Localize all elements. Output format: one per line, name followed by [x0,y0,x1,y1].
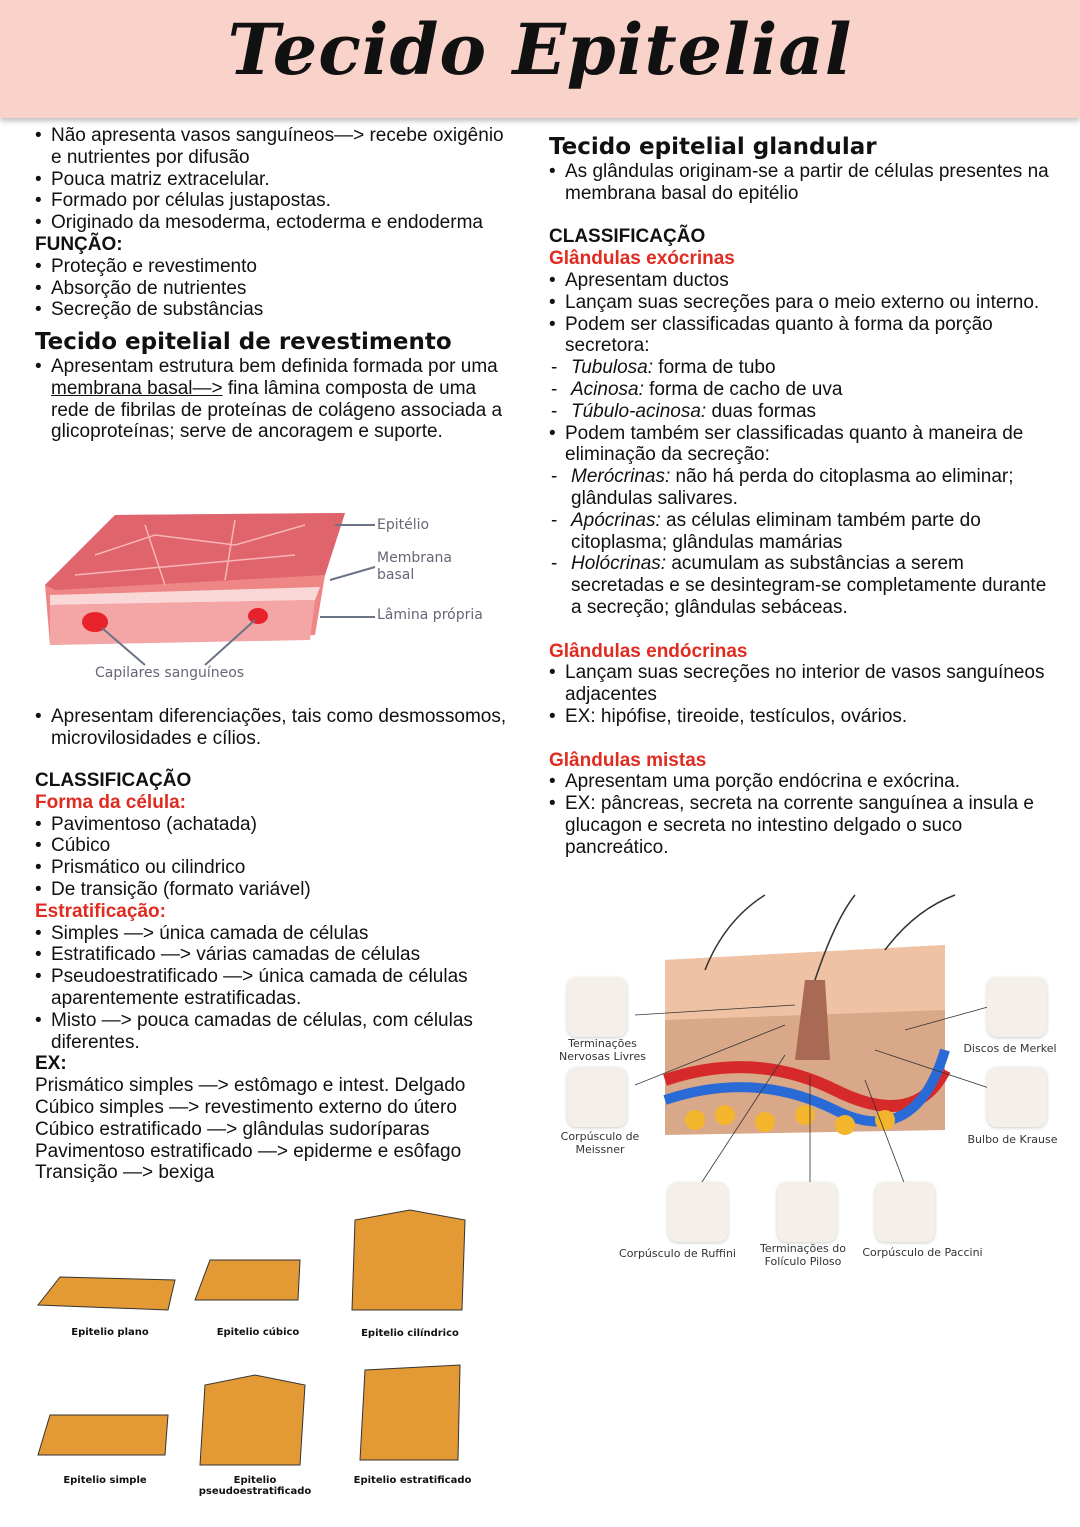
list-item: • Estratificado —> várias camadas de células [35,944,515,966]
list-item: • Formado por células justapostas. [35,190,515,212]
classificacao-section [35,770,515,1184]
epithelium-diagram [35,495,505,690]
label-krause: Bulbo de Krause [967,1133,1058,1146]
label-epitelio-cubico: Epitelio cúbico [216,1327,300,1338]
list-item [549,357,1054,379]
diferenciacoes [35,706,515,750]
label-ruffini: Corpúsculo de Ruffini [619,1247,736,1260]
subheading: Forma da célula: [35,791,186,813]
krause-bulb-icon [987,1067,1047,1127]
subheading: Glândulas mistas [549,749,707,771]
skin-receptors-figure [555,890,1065,1275]
list-item: • Apresentam uma porção endócrina e exócrina. [549,771,1054,793]
list-item: • Lançam suas secreções para o meio externo ou interno. [549,292,1054,314]
glandular-section [549,133,1054,859]
revestimento-section [35,328,515,443]
list-item: • Misto —> pouca camadas de células, com células diferentes. [35,1010,515,1054]
text: as células eliminam também parte do citoplasma; glândulas mamárias [571,509,981,553]
list-item: • Pseudoestratificado —> única camada de células aparentemente estratificadas. [35,966,515,1010]
paccini-corpuscle-icon [875,1182,935,1242]
list-item: • Apresentam ductos [549,270,1054,292]
label-paccini: Corpúsculo de Paccini [862,1246,983,1259]
label-epitelio-simple: Epitelio simple [63,1475,147,1486]
page-title: Tecido Epitelial [227,8,853,91]
text: acumulam as substâncias a serem secretadas e se desintegram-se completamente durante a secreção; glândulas sebáceas. [571,553,1047,618]
list-item: • Secreção de substâncias [35,299,515,321]
list-item [549,553,1054,618]
epithelium-types-illustration [30,1205,480,1500]
term: Túbulo-acinosa: [571,400,707,422]
example-line: Prismático simples —> estômago e intest. Delgado [35,1075,466,1097]
term: Holócrinas: [571,553,667,575]
example-line: Transição —> bexiga [35,1162,215,1184]
text: Apresentam estrutura bem definida formada por uma [51,356,498,377]
list-item: • Podem também ser classificadas quanto à maneira de eliminação da secreção: [549,423,1054,467]
list-item: • Apresentam diferenciações, tais como desmossomos, microvilosidades e cílios. [35,706,515,750]
list-item [549,510,1054,554]
merkel-discs-icon [987,977,1047,1037]
list-item [549,379,1054,401]
list-item: • EX: pâncreas, secreta na corrente sanguínea a insula e glucagon e secreta no intestino delgado o suco pancreático. [549,793,1054,858]
term: Merócrinas: [571,466,671,488]
list-item: • De transição (formato variável) [35,879,515,901]
intro-section [35,125,515,321]
subheading: EX: [35,1053,67,1075]
label-foliculo-piloso: Terminações do Folículo Piloso [760,1242,846,1268]
text: duas formas [706,400,817,422]
term: Apócrinas: [571,509,661,531]
text: forma de tubo [653,357,776,379]
ruffini-corpuscle-icon [668,1182,728,1242]
section-heading: Tecido epitelial de revestimento [35,329,452,355]
term: Acinosa: [571,378,644,400]
list-item: • Cúbico [35,835,515,857]
label-epitelio-plano: Epitelio plano [71,1327,149,1338]
label-epitelio: Epitélio [377,517,430,533]
text: forma de cacho de uva [643,378,843,400]
list-item: • Proteção e revestimento [35,256,515,278]
term: Tubulosa: [571,357,654,379]
list-item: • Pavimentoso (achatada) [35,814,515,836]
list-item: • As glândulas originam-se a partir de células presentes na membrana basal do epitélio [549,161,1054,205]
text: não há perda do citoplasma ao eliminar; glândulas salivares. [571,466,1014,509]
label-epitelio-cilindrico: Epitelio cilíndrico [361,1328,459,1339]
label-terminacoes-livres: Terminações Nervosas Livres [559,1037,646,1063]
label-epitelio-estratificado: Epitelio estratificado [353,1475,472,1486]
free-nerve-endings-icon [567,977,627,1037]
subheading: Glândulas exócrinas [549,248,735,270]
list-item: • Lançam suas secreções no interior de vasos sanguíneos adjacentes [549,662,1054,706]
list-item: • Pouca matriz extracelular. [35,169,515,191]
section-heading: CLASSIFICAÇÃO [35,770,192,791]
list-item [35,356,515,443]
list-item: • Absorção de nutrientes [35,278,515,300]
list-item: • EX: hipófise, tireoide, testículos, ovários. [549,706,1054,728]
list-item: • Originado da mesoderma, ectoderma e endoderma [35,212,515,234]
example-line: Cúbico estratificado —> glândulas sudoríparas [35,1118,430,1140]
hair-follicle-endings-icon [777,1182,837,1242]
list-item [549,401,1054,423]
label-capilares: Capilares sanguíneos [95,665,245,681]
label-epitelio-pseudoestratificado: Epitelio pseudoestratificado [198,1475,312,1497]
list-item: • Prismático ou cilindrico [35,857,515,879]
list-item [549,466,1054,510]
label-lamina-propria: Lâmina própria [377,607,483,623]
subheading: Glândulas endócrinas [549,640,748,662]
section-heading: FUNÇÃO: [35,233,123,255]
example-line: Cúbico simples —> revestimento externo do útero [35,1096,457,1118]
header-banner [0,0,1080,118]
subheading: Estratificação: [35,900,166,922]
section-heading: CLASSIFICAÇÃO [549,226,706,248]
underlined-term: membrana basal—> [51,377,223,399]
label-membrana-basal: Membrana basal [377,550,453,583]
label-merkel: Discos de Merkel [963,1042,1057,1055]
label-meissner: Corpúsculo de Meissner [560,1130,640,1156]
section-heading: Tecido epitelial glandular [549,134,877,160]
list-item: • Simples —> única camada de células [35,923,515,945]
list-item: • Não apresenta vasos sanguíneos—> recebe oxigênio e nutrientes por difusão [35,125,515,169]
text: fina lâmina composta de uma rede de fibrilas de proteínas de colágeno associada a glicoproteínas; serve de ancoragem e suporte. [51,377,503,443]
meissner-corpuscle-icon [567,1067,627,1127]
example-line: Pavimentoso estratificado —> epiderme e esôfago [35,1140,462,1162]
list-item: • Podem ser classificadas quanto à forma da porção secretora: [549,314,1054,358]
epithelium-illustration [35,495,505,690]
epithelium-types-figure [30,1205,480,1500]
